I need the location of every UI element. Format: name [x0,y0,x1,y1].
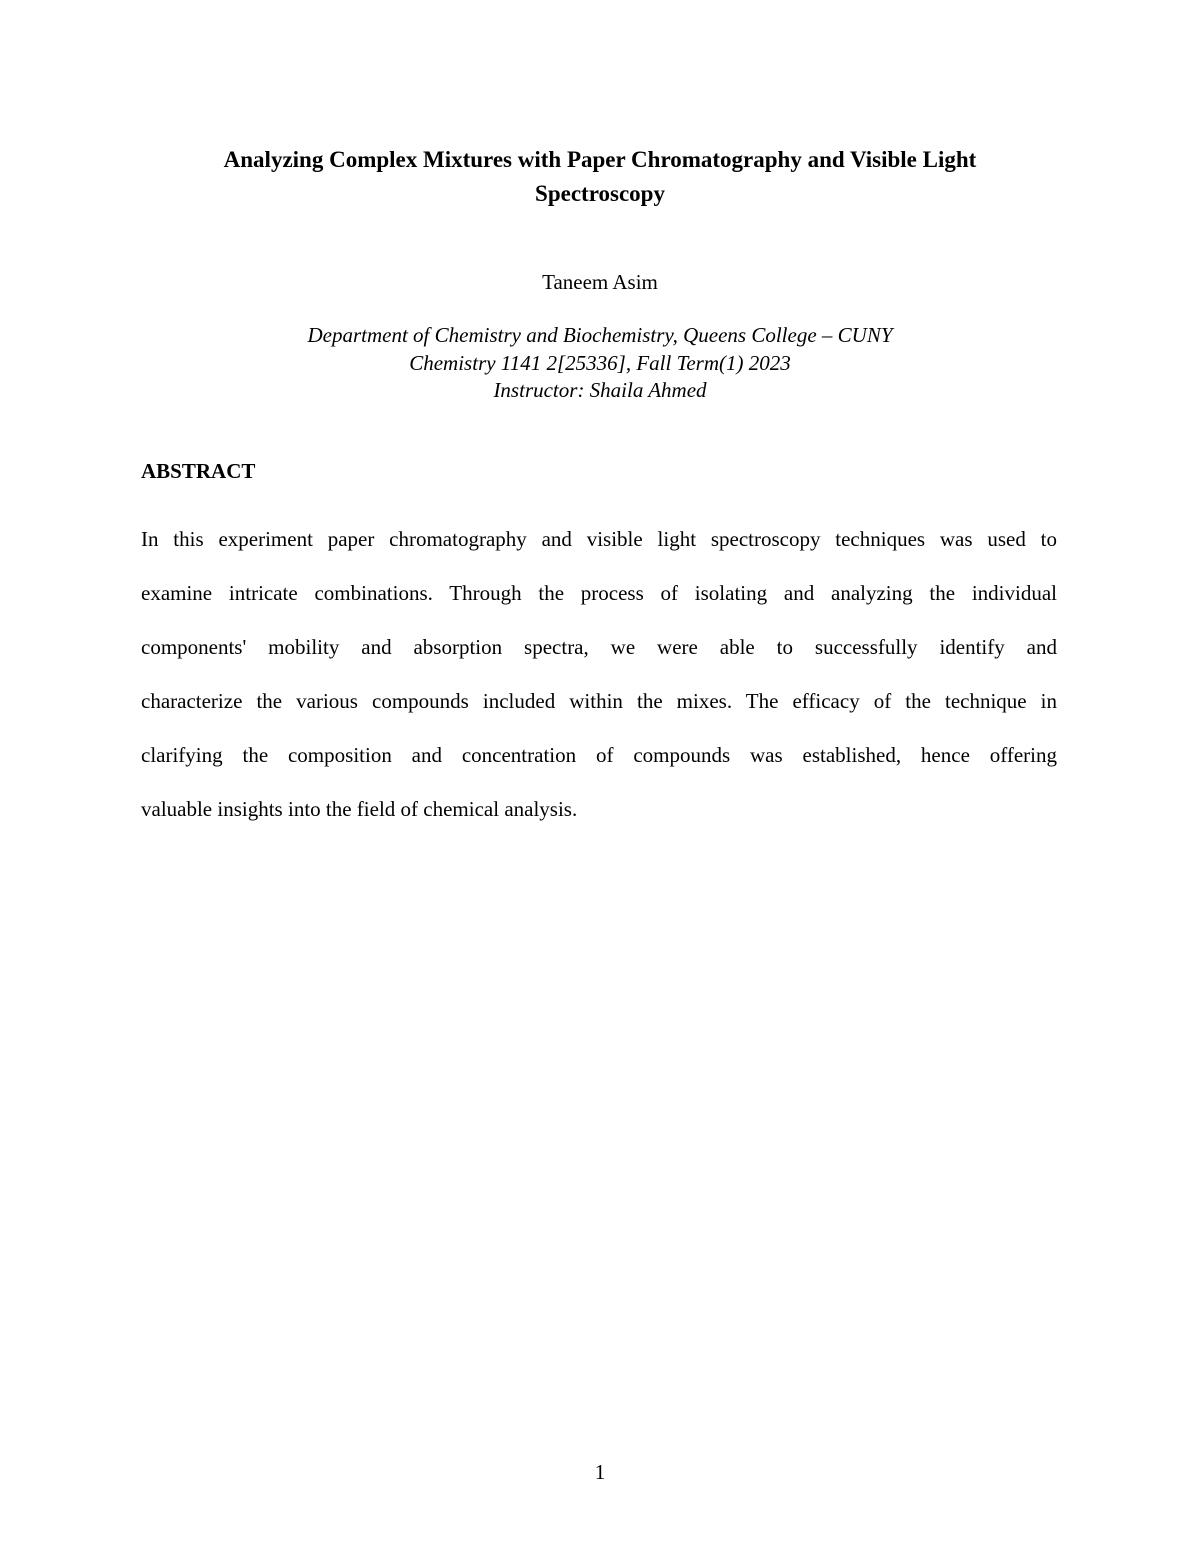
affiliation-course: Chemistry 1141 2[25336], Fall Term(1) 2023 [409,350,791,375]
affiliation-instructor: Instructor: Shaila Ahmed [493,378,707,402]
author-name: Taneem Asim [542,270,658,294]
page-number: 1 [594,1460,606,1484]
abstract-line: clarifying the composition and concentration of compounds was established, hence offering [141,743,1057,767]
affiliation-block [100,322,1100,405]
paper-title [100,143,1100,211]
paper-title-line-2: Spectroscopy [535,181,665,206]
affiliation-department: Department of Chemistry and Biochemistry, Queens College – CUNY [307,323,893,347]
abstract-line: valuable insights into the field of chemical analysis. [141,797,578,821]
abstract-line: characterize the various compounds included within the mixes. The efficacy of the technique in [141,689,1057,713]
abstract-heading: ABSTRACT [141,459,256,483]
abstract-line: In this experiment paper chromatography and visible light spectroscopy techniques was used to [141,527,1057,551]
abstract-line: examine intricate combinations. Through the process of isolating and analyzing the individual [141,581,1057,605]
abstract-line: components' mobility and absorption spectra, we were able to successfully identify and [141,635,1057,659]
paper-title-line-1: Analyzing Complex Mixtures with Paper Chromatography and Visible Light [223,147,977,172]
abstract-body [141,512,1057,836]
